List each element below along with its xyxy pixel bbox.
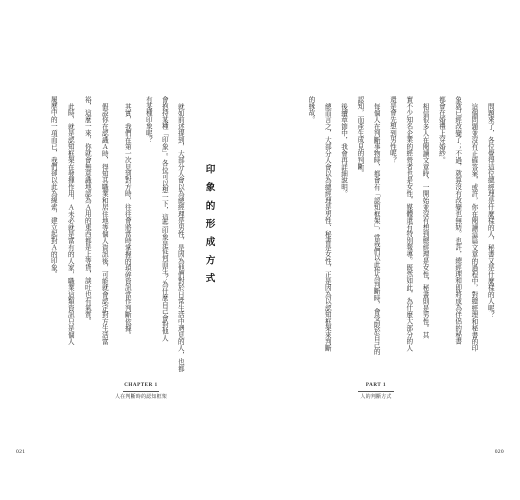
running-footer	[101, 383, 181, 400]
body-line: 這個問題並沒有正確答案，或許，你在閱讀這篇文章的過程中，對總經理和秘書的印	[469, 102, 478, 352]
body-line: 裕，這麼一來，你就會無意識地認為Ａ用的東西都是上等貨，談吐也有氣質。	[83, 96, 92, 325]
body-line: 相信很多人在閱讀文章時，一開始並沒有想到總經理是女性，秘書則是男性。其	[421, 102, 430, 338]
body-line: 都會在婚禮上穿婚紗。	[437, 96, 446, 164]
body-line: 認知，而產生成見的判斷。	[355, 96, 364, 177]
right-page	[260, 0, 520, 500]
body-line: 會抱持某種「印象」。各位可以想一下，這些印象是從何而生？為什麼自己會對他人	[160, 96, 169, 342]
part-title: 人的判斷方式	[360, 394, 392, 400]
running-footer	[336, 383, 416, 400]
part-label: PART 1	[365, 383, 387, 388]
body-line: 還是會先想到男性呢？	[388, 96, 397, 164]
footer-divider	[358, 391, 394, 392]
body-line: 後續章節中，我會再詳細說明。	[339, 102, 348, 197]
body-line: 此時，就是認知框架在發揮作用，Ａ未必就是富有的人家，職業這類資訊只是個人	[66, 102, 75, 345]
body-line: 假設你在認識Ａ時，得知其職業和居住地等個人資訊後，可能就會認定對方生活富	[100, 102, 109, 345]
body-line: 總而言之，大部分人會以為總經理是男性、秘書是女性，正是因為以認知框架來判斷	[323, 102, 332, 352]
body-line: 有某種印象呢？	[144, 96, 153, 144]
section-heading: 印象的形成方式	[203, 164, 215, 292]
chapter-title: 人在判斷時的認知框架	[114, 394, 167, 400]
body-line: 的緣故。	[306, 96, 315, 123]
body-line: 其實，我們在第一次見到對方時，往往會將當時掌握的瑣碎資訊當作判斷依據。	[123, 102, 132, 338]
body-line: 就如前述提到，大部分人會以為總經理是男性，是因為他們對於日常生活中遇見的人，也都	[176, 102, 185, 372]
footer-divider	[123, 391, 159, 392]
page-number: 021	[16, 449, 26, 455]
page-number: 020	[494, 449, 504, 455]
body-line: 象就已經改變了；不過，就算沒有改變也無妨。也許，總經理和即將成為伴侶的秘書	[453, 96, 462, 345]
body-line: 每個人在判斷事物時，都會有「認知框架」，當我們以此作為判斷時，會受限於自己的	[372, 102, 381, 355]
body-line: 實不少知名企業的經營者也是女性，媒體還有特別報導。既然如此，為什麼大部分的人	[404, 96, 413, 352]
body-line: 履歷中的一項而已，我們卻以此為線索，建立起對Ａ的印象。	[49, 96, 58, 278]
body-line: 問題來了，各位覺得這位總經理是什麼樣的人，秘書又是什麼樣的人呢？	[486, 102, 495, 318]
chapter-label: CHAPTER 1	[124, 383, 158, 388]
